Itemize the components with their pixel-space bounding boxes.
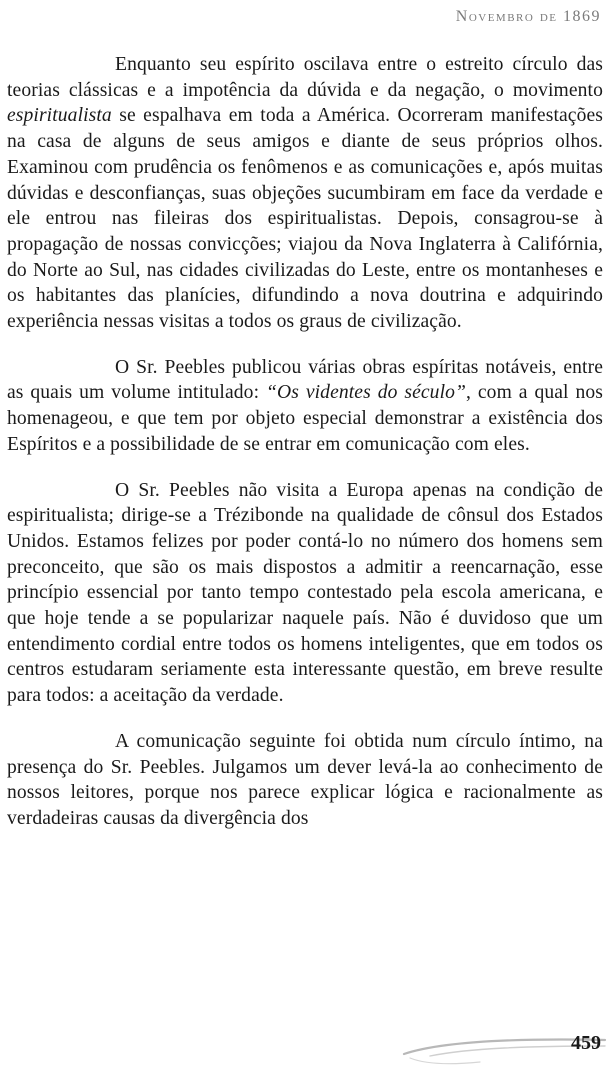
paragraph-1-italic-term: espiritualista — [7, 105, 112, 127]
paragraph-4: A comunicação seguinte foi obtida num círculo íntimo, na presença do Sr. Peebles. Julgamos um dever levá-la ao conhecimento de nossos leitores, porque nos parece explicar lógica e racionalmente as verdadeiras causas da divergência dos — [7, 730, 603, 829]
paragraph-1-text-end: se espalhava em toda a América. Ocorreram manifestações na casa de alguns de seus amigos e diante de seus próprios olhos. Examinou com prudência os fenômenos e as comunicações e, após muitas dúvidas e desconfianças, suas objeções sucumbiram em face da verdade e ele entrou nas fileiras dos espiritualistas. Depois, consagrou-se à propagação de nossas convicções; viajou da Nova Inglaterra à Califórnia, do Norte ao Sul, nas cidades civilizadas do Leste, entre os montanheses e os habitantes das planícies, difundindo a nova doutrina e adquirindo experiência nessas visitas a todos os graus de civilização. — [7, 105, 603, 333]
page-body — [7, 52, 603, 852]
paragraph-2-text-start: O Sr. Peebles publicou várias obras espíritas notáveis, entre as quais um volume intitulado: — [7, 356, 603, 404]
paragraph-1 — [7, 52, 603, 335]
page-number: 459 — [571, 1032, 601, 1054]
paragraph-1-text-start: Enquanto seu espírito oscilava entre o estreito círculo das teorias clássicas e a impotência da dúvida e da negação, o movimento — [7, 54, 603, 101]
running-header: Novembro de 1869 — [455, 8, 601, 25]
paragraph-2-book-title: “Os videntes do século” — [265, 382, 467, 404]
paragraph-3: O Sr. Peebles não visita a Europa apenas na condição de espiritualista; dirige-se a Trézibonde na qualidade de cônsul dos Estados Unidos. Estamos felizes por poder contá-lo no número dos homens sem preconceito, que são os mais dispostos a admitir a reencarnação, esse princípio essencial por tanto tempo contestado pela escola americana, e que hoje tende a se popularizar naquele país. Não é duvidoso que um entendimento cordial entre todos os homens inteligentes, que em todos os centros estudaram seriamente esta interessante questão, em breve resulte para todos: a aceitação da verdade. — [7, 479, 603, 707]
paragraph-2 — [7, 355, 603, 458]
paragraph-2-text-end: , com a qual nos homenageou, e que tem por objeto especial demonstrar a existência dos Espíritos e a possibilidade de se entrar em comunicação com eles. — [7, 382, 603, 455]
